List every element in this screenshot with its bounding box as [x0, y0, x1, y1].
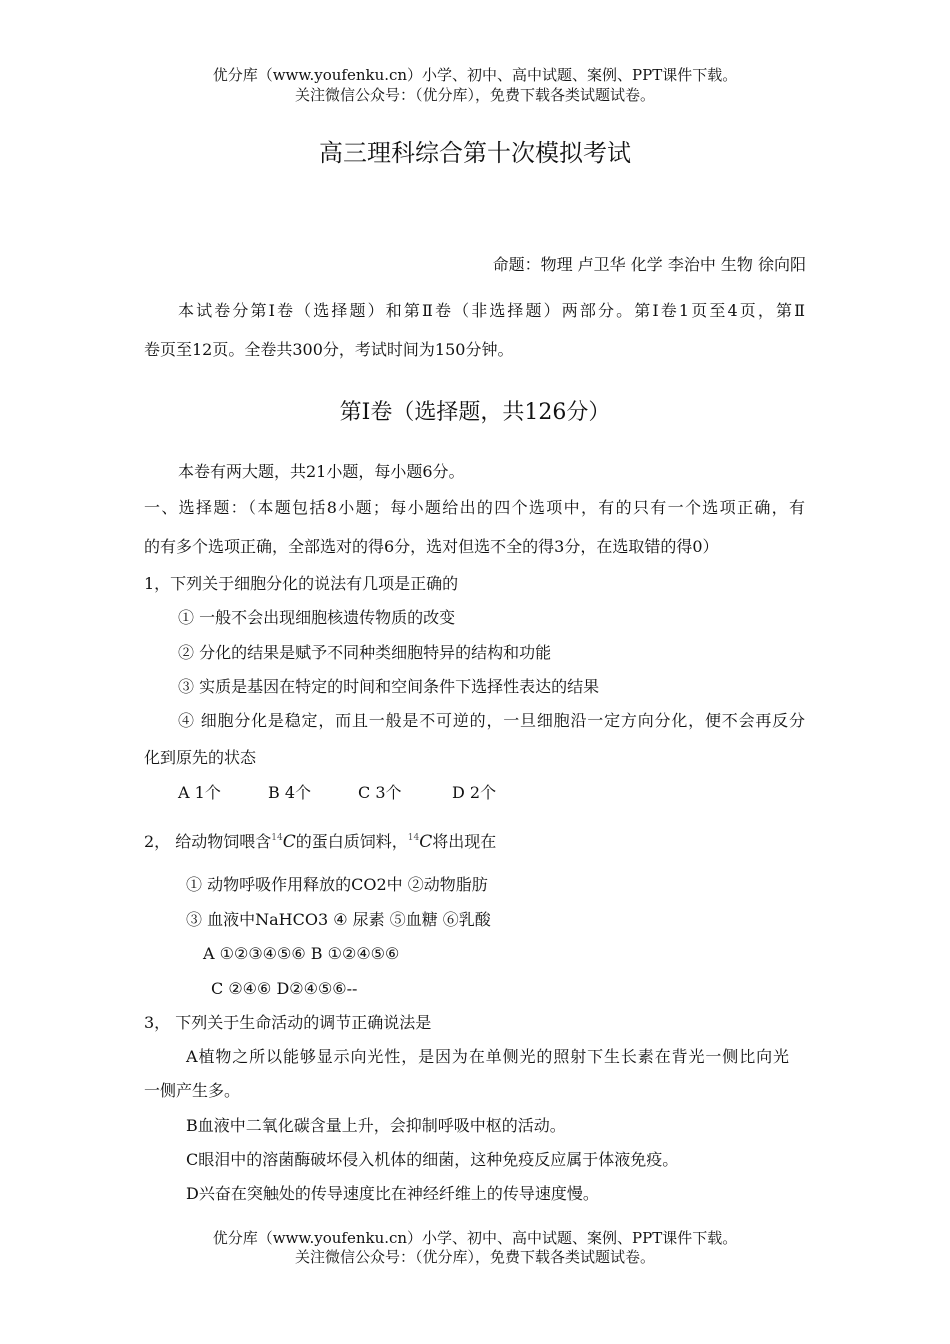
- question-1-statement-3: ③ 实质是基因在特定的时间和空间条件下选择性表达的结果: [178, 677, 600, 696]
- header-line-2: 关注微信公众号：（优分库），免费下载各类试题试卷。: [294, 86, 655, 104]
- question-3-option-a-line-1: A植物之所以能够显示向光性，是因为在单侧光的照射下生长素在背光一侧比向光: [186, 1047, 789, 1066]
- section-intro: 本卷有两大题，共21小题，每小题6分。: [178, 462, 465, 481]
- isotope-symbol: C: [419, 832, 433, 852]
- intro-line-1: 本试卷分第Ⅰ卷（选择题）和第Ⅱ卷（非选择题）两部分。第Ⅰ卷1页至4页，第Ⅱ: [178, 301, 805, 320]
- question-1-statement-2: ② 分化的结果是赋予不同种类细胞特异的结构和功能: [178, 643, 552, 662]
- header-line-1: 优分库（www.youfenku.cn）小学、初中、高中试题、案例、PPT课件下载。: [212, 66, 738, 84]
- isotope-mass-number: 14: [271, 833, 283, 843]
- intro-line-2: 卷页至12页。全卷共300分，考试时间为150分钟。: [144, 340, 514, 359]
- question-1-option-d: D 2个: [452, 783, 497, 802]
- question-3-option-c: C眼泪中的溶菌酶破坏侵入机体的细菌，这种免疫反应属于体液免疫。: [186, 1150, 679, 1169]
- question-2-statements-line-1: ① 动物呼吸作用释放的CO2中 ②动物脂肪: [186, 875, 488, 894]
- question-1-statement-4-line-2: 化到原先的状态: [144, 748, 257, 767]
- question-2-options-line-2: C ②④⑥ D②④⑤⑥--: [211, 979, 358, 998]
- question-1-option-b: B 4个: [268, 783, 312, 802]
- footer-line-2: 关注微信公众号：（优分库），免费下载各类试题试卷。: [294, 1248, 655, 1266]
- question-1-stem: 1，下列关于细胞分化的说法有几项是正确的: [144, 574, 459, 593]
- question-3-stem: 3， 下列关于生命活动的调节正确说法是: [144, 1013, 432, 1032]
- isotope-mass-number: 14: [407, 833, 420, 843]
- question-2-statements-line-2: ③ 血液中NaHCO3 ④ 尿素 ⑤血糖 ⑥乳酸: [186, 910, 491, 929]
- page-title: 高三理科综合第十次模拟考试: [319, 139, 631, 167]
- authors-line: 命题：物理 卢卫华 化学 李治中 生物 徐向阳: [492, 255, 806, 274]
- question-2-stem-part-3: 将出现在: [432, 832, 497, 851]
- question-2-options-line-1: A ①②③④⑤⑥ B ①②④⑤⑥: [203, 944, 400, 963]
- footer-line-1: 优分库（www.youfenku.cn）小学、初中、高中试题、案例、PPT课件下载。: [212, 1229, 738, 1247]
- part-title-line-1: 一、选择题：（本题包括8小题；每小题给出的四个选项中，有的只有一个选项正确，有: [144, 498, 805, 517]
- question-1-option-a: A 1个: [178, 783, 221, 802]
- section-title: 第Ⅰ卷（选择题，共126分）: [339, 400, 611, 425]
- question-3-option-a-line-2: 一侧产生多。: [144, 1081, 241, 1100]
- question-1-statement-1: ① 一般不会出现细胞核遗传物质的改变: [178, 608, 456, 627]
- question-3-option-b: B血液中二氧化碳含量上升，会抑制呼吸中枢的活动。: [186, 1116, 566, 1135]
- question-2-stem: [144, 828, 496, 852]
- question-2-stem-part-2: 的蛋白质饲料，: [295, 832, 408, 851]
- question-1-statement-4-line-1: ④ 细胞分化是稳定，而且一般是不可逆的，一旦细胞沿一定方向分化，便不会再反分: [178, 711, 805, 730]
- part-title-line-2: 的有多个选项正确，全部选对的得6分，选对但选不全的得3分，在选取错的得0）: [144, 537, 719, 556]
- question-2-stem-part-1: 2， 给动物饲喂含: [144, 832, 272, 851]
- question-3-option-d: D兴奋在突触处的传导速度比在神经纤维上的传导速度慢。: [186, 1184, 599, 1203]
- question-1-option-c: C 3个: [358, 783, 402, 802]
- isotope-symbol: C: [282, 832, 296, 852]
